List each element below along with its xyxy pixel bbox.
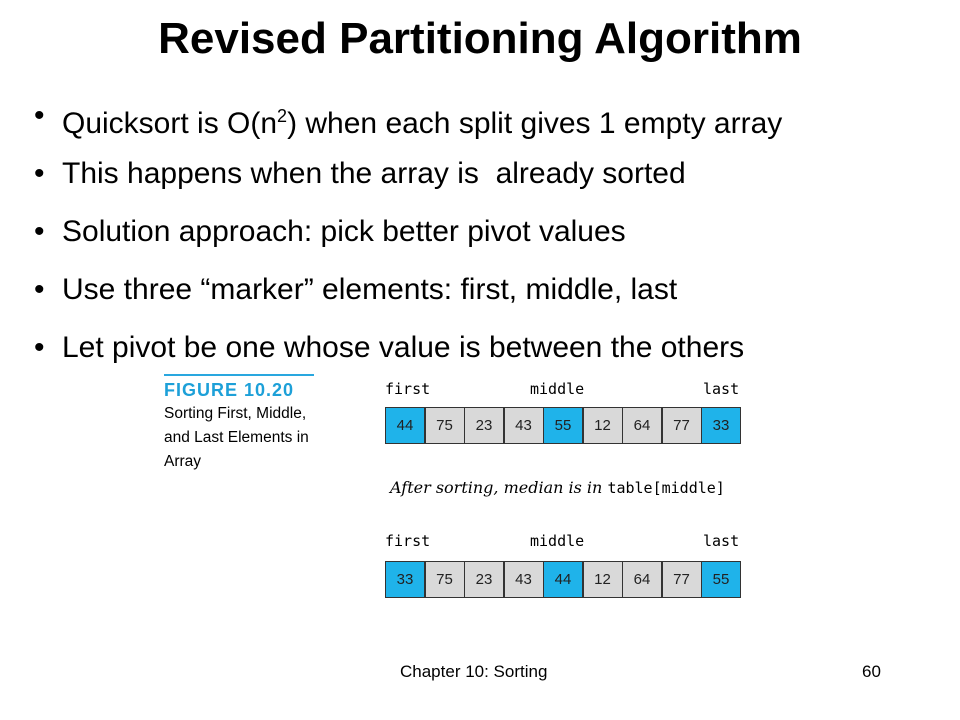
after-sorting-note — [390, 478, 725, 498]
figure-label: FIGURE 10.20 — [164, 380, 295, 400]
figure-caption-line: and Last Elements in — [164, 429, 309, 446]
array-cell: 44 — [386, 408, 424, 443]
array-cell: 12 — [584, 562, 622, 597]
bullet-superscript: 2 — [277, 106, 288, 126]
bullet-dot-icon: • — [34, 215, 45, 248]
after-sorting-code: table[middle] — [607, 479, 725, 497]
array-cell: 75 — [426, 562, 464, 597]
bullet-item — [34, 98, 783, 156]
figure-caption-line: Sorting First, Middle, — [164, 405, 307, 422]
array-cell: 77 — [663, 408, 701, 443]
bullet-item — [34, 156, 782, 214]
bullet-list — [34, 98, 783, 388]
bullet-dot-icon: • — [34, 273, 45, 306]
marker-row-before — [385, 380, 745, 400]
bullet-dot-icon: • — [34, 157, 45, 190]
array-after-sorting — [385, 561, 741, 598]
array-cell: 23 — [465, 408, 503, 443]
footer-chapter: Chapter 10: Sorting — [400, 662, 548, 681]
bullet-text: This happens when the array is already sorted — [62, 157, 686, 190]
marker-last: last — [703, 380, 740, 398]
array-cell: 12 — [584, 408, 622, 443]
array-cell: 44 — [544, 562, 582, 597]
bullet-dot-icon: • — [34, 99, 45, 132]
bullet-text-pre: Quicksort is O(n — [62, 107, 278, 140]
marker-middle: middle — [530, 380, 585, 398]
marker-middle: middle — [530, 532, 585, 550]
figure-caption-line: Array — [164, 453, 202, 470]
array-cell: 43 — [505, 408, 543, 443]
bullet-text: Solution approach: pick better pivot values — [62, 215, 626, 248]
footer-page-number: 60 — [862, 662, 881, 681]
marker-first: first — [385, 532, 431, 550]
marker-row-after — [385, 532, 745, 552]
array-cell: 33 — [702, 408, 740, 443]
array-before-sorting — [385, 407, 741, 444]
array-cell: 75 — [426, 408, 464, 443]
bullet-item — [34, 272, 782, 330]
bullet-text: Let pivot be one whose value is between the others — [62, 331, 745, 364]
after-sorting-text: After sorting, median is in — [390, 478, 608, 497]
array-cell: 55 — [544, 408, 582, 443]
bullet-text: Use three “marker” elements: first, middle, last — [62, 273, 678, 306]
array-cell: 43 — [505, 562, 543, 597]
bullet-item — [34, 214, 782, 272]
bullet-dot-icon: • — [34, 331, 45, 364]
array-cell: 77 — [663, 562, 701, 597]
array-cell: 55 — [702, 562, 740, 597]
array-cell: 64 — [623, 562, 661, 597]
array-cell: 23 — [465, 562, 503, 597]
figure-rule — [164, 374, 314, 376]
array-cell: 33 — [386, 562, 424, 597]
marker-first: first — [385, 380, 431, 398]
marker-last: last — [703, 532, 740, 550]
bullet-text-post: ) when each split gives 1 empty array — [287, 107, 783, 140]
array-cell: 64 — [623, 408, 661, 443]
figure-caption — [164, 374, 344, 473]
slide-title: Revised Partitioning Algorithm — [158, 14, 802, 63]
